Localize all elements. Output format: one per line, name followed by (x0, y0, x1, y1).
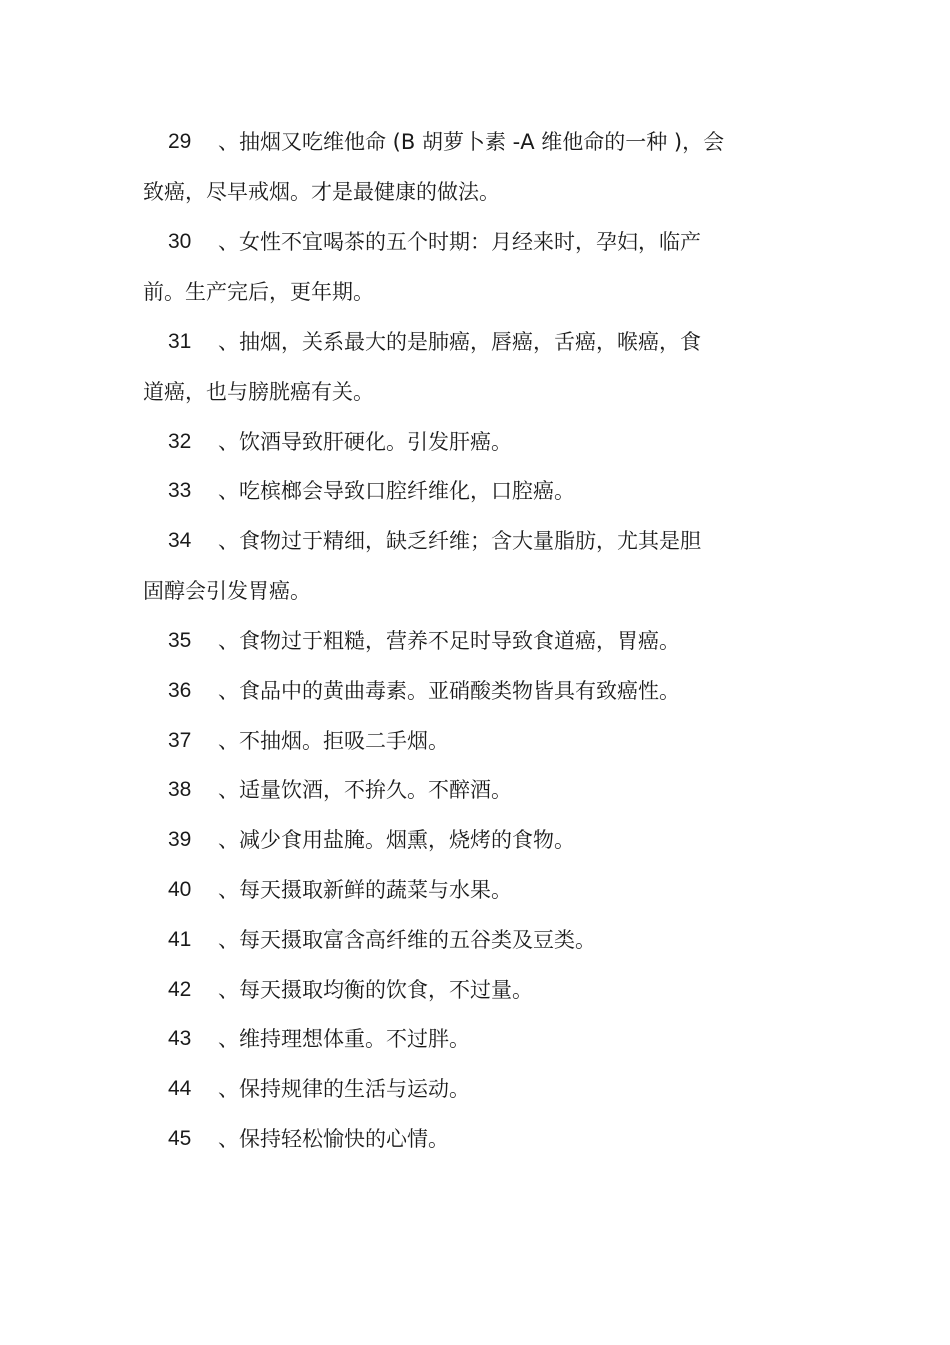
item-number: 29 (168, 130, 192, 153)
item-text: 、减少食用盐腌。烟熏，烧烤的食物。 (218, 828, 575, 852)
item-number: 30 (168, 230, 192, 253)
item-text: 、每天摄取富含高纤维的五谷类及豆类。 (218, 928, 596, 952)
item-text: 、保持轻松愉快的心情。 (218, 1127, 449, 1151)
item-number: 35 (168, 629, 192, 652)
item-text: 、食物过于粗糙，营养不足时导致食道癌，胃癌。 (218, 629, 680, 653)
item-number: 43 (168, 1027, 192, 1050)
item-text-continuation: 固醇会引发胃癌。 (143, 579, 311, 603)
item-number: 45 (168, 1127, 192, 1150)
item-number: 41 (168, 928, 192, 951)
item-text: 、维持理想体重。不过胖。 (218, 1027, 470, 1051)
item-number: 44 (168, 1077, 192, 1100)
item-text: 、保持规律的生活与运动。 (218, 1077, 470, 1101)
item-text: 、抽烟，关系最大的是肺癌，唇癌，舌癌，喉癌，食 (218, 330, 701, 354)
item-number: 42 (168, 978, 192, 1001)
item-text: 、每天摄取新鲜的蔬菜与水果。 (218, 878, 512, 902)
item-text-continuation: 致癌，尽早戒烟。才是最健康的做法。 (143, 180, 500, 204)
item-text: 、吃槟榔会导致口腔纤维化，口腔癌。 (218, 479, 575, 503)
item-number: 31 (168, 330, 192, 353)
item-text: 、饮酒导致肝硬化。引发肝癌。 (218, 430, 512, 454)
item-text: 、女性不宜喝茶的五个时期：月经来时，孕妇，临产 (218, 230, 701, 254)
item-number: 37 (168, 729, 192, 752)
item-number: 34 (168, 529, 192, 552)
item-text: 、抽烟又吃维他命 (B 胡萝卜素 -A 维他命的一种 )，会 (218, 130, 725, 154)
item-text: 、不抽烟。拒吸二手烟。 (218, 729, 449, 753)
item-text-continuation: 前。生产完后，更年期。 (143, 280, 374, 304)
item-number: 38 (168, 778, 192, 801)
item-number: 40 (168, 878, 192, 901)
item-number: 32 (168, 430, 192, 453)
item-text: 、食品中的黄曲毒素。亚硝酸类物皆具有致癌性。 (218, 679, 680, 703)
item-number: 33 (168, 479, 192, 502)
item-number: 36 (168, 679, 192, 702)
item-text-continuation: 道癌，也与膀胱癌有关。 (143, 380, 374, 404)
item-number: 39 (168, 828, 192, 851)
item-text: 、食物过于精细，缺乏纤维；含大量脂肪，尤其是胆 (218, 529, 701, 553)
item-text: 、每天摄取均衡的饮食，不过量。 (218, 978, 533, 1002)
item-text: 、适量饮酒，不拚久。不醉酒。 (218, 778, 512, 802)
